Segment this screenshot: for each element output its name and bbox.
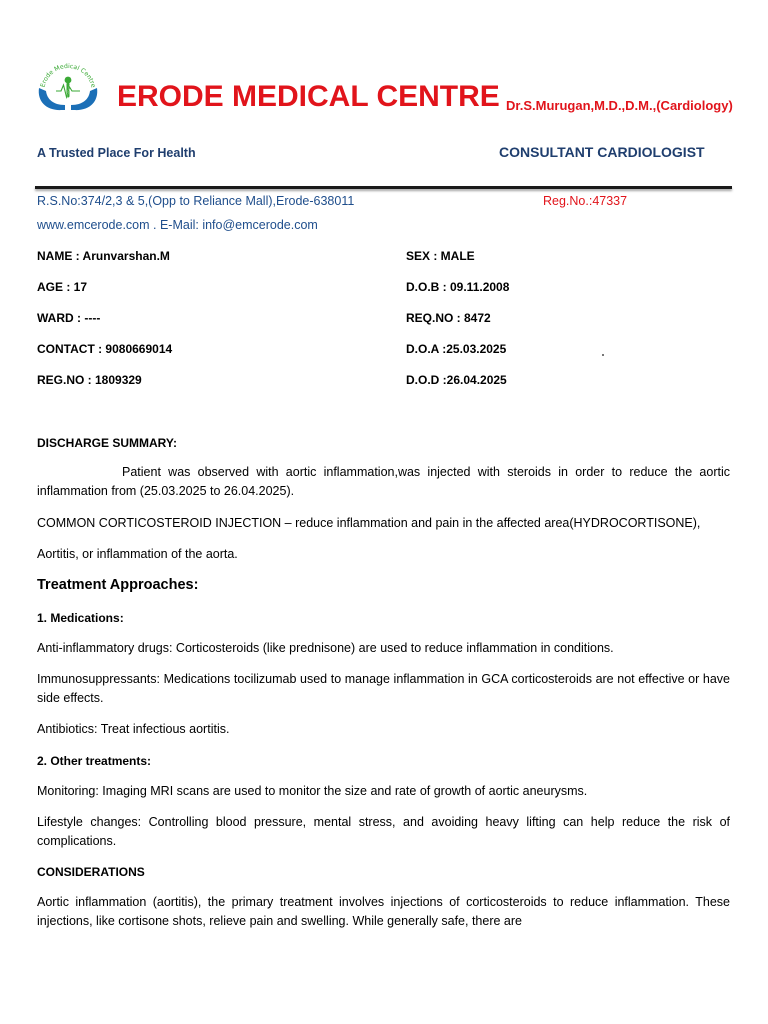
patient-req-no: REQ.NO : 8472 <box>406 311 491 325</box>
patient-ward: WARD : ---- <box>37 311 101 325</box>
treatment-heading: Treatment Approaches: <box>37 577 199 593</box>
patient-sex: SEX : MALE <box>406 249 475 263</box>
tagline: A Trusted Place For Health <box>37 146 196 160</box>
discharge-summary-heading: DISCHARGE SUMMARY: <box>37 436 177 450</box>
patient-contact: CONTACT : 9080669014 <box>37 342 173 356</box>
patient-age: AGE : 17 <box>37 280 88 294</box>
other-treatment-item-2: Lifestyle changes: Controlling blood pressure, mental stress, and avoiding heavy lifting can help reduce the risk of complications. <box>37 815 730 848</box>
medications-heading: 1. Medications: <box>37 611 124 625</box>
considerations-heading: CONSIDERATIONS <box>37 865 145 879</box>
doctor-credentials: Dr.S.Murugan,M.D.,D.M.,(Cardiology) <box>506 98 733 113</box>
patient-dob: D.O.B : 09.11.2008 <box>406 280 510 294</box>
clinic-web-email: www.emcerode.com . E-Mail: info@emcerode.com <box>37 218 318 232</box>
medical-centre-logo <box>35 58 101 114</box>
medication-item-1: Anti-inflammatory drugs: Corticosteroids (like prednisone) are used to reduce inflammation in conditions. <box>37 641 614 655</box>
clinic-name: ERODE MEDICAL CENTRE <box>117 80 500 113</box>
stray-mark <box>602 354 604 356</box>
patient-reg-no: REG.NO : 1809329 <box>37 373 142 387</box>
considerations-paragraph: Aortic inflammation (aortitis), the primary treatment involves injections of corticosteroids to reduce inflammation. These injections, like cortisone shots, relieve pain and swelling. While generally safe, there are <box>37 895 730 928</box>
patient-name: NAME : Arunvarshan.M <box>37 249 170 263</box>
clinic-address: R.S.No:374/2,3 & 5,(Opp to Reliance Mall),Erode-638011 <box>37 194 355 208</box>
patient-dod: D.O.D :26.04.2025 <box>406 373 507 387</box>
summary-paragraph-2: COMMON CORTICOSTEROID INJECTION – reduce inflammation and pain in the affected area(HYDROCORTISONE), <box>37 516 701 530</box>
summary-paragraph-3: Aortitis, or inflammation of the aorta. <box>37 547 238 561</box>
header-divider <box>35 186 732 189</box>
consultant-role: CONSULTANT CARDIOLOGIST <box>499 144 705 160</box>
patient-doa: D.O.A :25.03.2025 <box>406 342 507 356</box>
other-treatments-heading: 2. Other treatments: <box>37 754 152 768</box>
logo-arc-text: Erode Medical Centre <box>39 62 97 89</box>
medication-item-2: Immunosuppressants: Medications tocilizumab used to manage inflammation in GCA corticosteroids are not effective or have side effects. <box>37 672 730 705</box>
clinic-reg-no: Reg.No.:47337 <box>543 194 628 208</box>
summary-paragraph-1: Patient was observed with aortic inflammation,was injected with steroids in order to reduce the aortic inflammation from (25.03.2025 to 26.04.2025). <box>37 465 730 498</box>
other-treatment-item-1: Monitoring: Imaging MRI scans are used to monitor the size and rate of growth of aortic aneurysms. <box>37 784 588 798</box>
medication-item-3: Antibiotics: Treat infectious aortitis. <box>37 722 230 736</box>
